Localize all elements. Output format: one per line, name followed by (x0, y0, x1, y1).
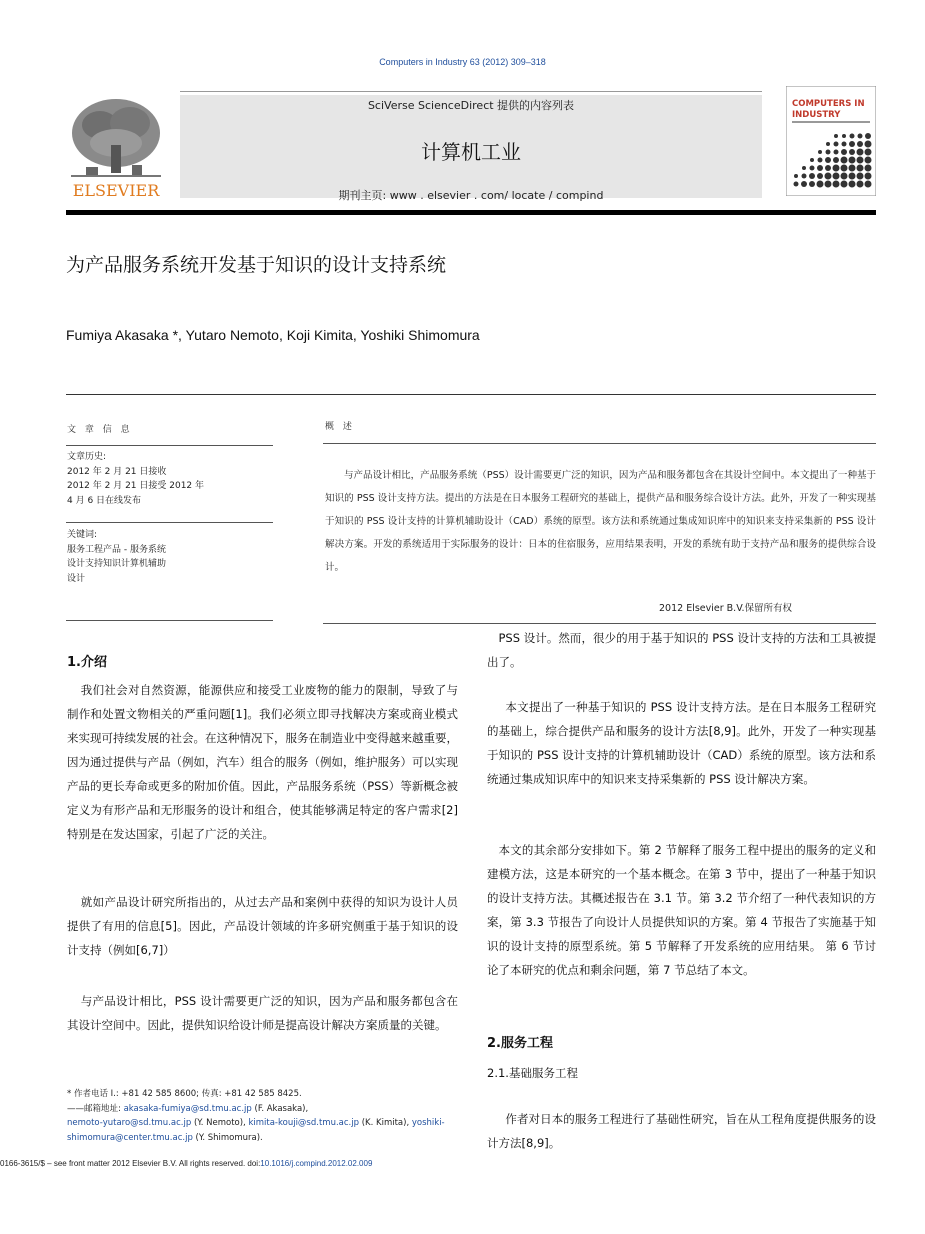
journal-homepage[interactable]: 期刊主页: www . elsevier . com/ locate / compind (338, 189, 604, 202)
header-top-rule (180, 91, 762, 92)
email-link[interactable]: yoshiki-shimomura@center.tmu.ac.jp (67, 1118, 445, 1143)
cover-title-line1: COMPUTERS IN (792, 99, 865, 109)
history-accepted: 2012 年 2 月 21 日接受 2012 年 (67, 481, 205, 491)
elsevier-logo (66, 95, 166, 200)
footnote-phone: * 作者电话 I.: +81 42 585 8600; 传真: +81 42 585 8425. (67, 1089, 302, 1099)
keyword-line: 设计支持知识计算机辅助 (67, 559, 167, 569)
elsevier-logo-text: ELSEVIER (72, 181, 160, 200)
intro-paragraph-2: 就如产品设计研究所指出的，从过去产品和案例中获得的知识为设计人员提供了有用的信息[5]。因此，产品设计领域的许多研究侧重于基于知识的设计支持（例如[6,7]） (67, 895, 458, 957)
history-received: 2012 年 2 月 21 日接收 (67, 466, 167, 477)
contents-line: SciVerse ScienceDirect 提供的内容列表 (367, 99, 575, 112)
intro-paragraph-1: 我们社会对自然资源，能源供应和接受工业废物的能力的限制，导致了与制作和处置文物相关的严重问题[1]。我们必须立即寻找解决方案或商业模式来实现可持续发展的社会。在这种情况下，服务在制造业中变得越来越重要，因为通过提供与产品（例如，汽车）组合的服务（例如，维护服务）可以实现产品的更长寿命或更多的附加价值。因此，产品服务系统（PSS）等新概念被定义为有形产品和无形服务的设计和组合，使其能够满足特定的客户需求[2] 特别是在发达国家，引起了广泛的关注。 (67, 683, 458, 841)
keyword-line: 服务工程产品 - 服务系统 (67, 544, 166, 555)
journal-cover-image (786, 86, 876, 196)
abstract-copyright: 2012 Elsevier B.V.保留所有权 (659, 603, 792, 614)
keyword-line: 设计 (67, 573, 86, 584)
keywords-label: 关键词: (67, 530, 98, 540)
info-rule-3 (66, 620, 273, 621)
journal-title: 计算机工业 (421, 140, 521, 164)
doi-link[interactable]: 10.1016/j.compind.2012.02.009 (260, 1159, 373, 1168)
email-owner: (F. Akasaka), (254, 1103, 309, 1114)
info-rule-2 (66, 522, 273, 523)
email-owner: (Y. Nemoto), (193, 1118, 246, 1128)
intro-paragraph-3: 与产品设计相比，PSS 设计需要更广泛的知识，因为产品和服务都包含在其设计空间中。因此，提供知识给设计师是提高设计解决方案质量的关键。 (67, 994, 458, 1032)
email-owner: (Y. Shimomura). (195, 1132, 263, 1143)
corresponding-author-footnote (67, 1087, 457, 1145)
title-bottom-rule (66, 394, 876, 395)
right-paragraph-2: 本文的其余部分安排如下。第 2 节解释了服务工程中提出的服务的定义和建模方法，这是本研究的一个基本概念。在第 3 节中，提出了一种基于知识的设计支持方法。其概述报告在 3.1 节。第 3.2 节介绍了一种代表知识的方案，第 3.3 节报告了向设计人员提供知识的方案。第 4 节报告了实施基于知识的设计支持的原型系统。第 5 节解释了开发系统的应用结果。 第 6 节讨论了本研究的优点和剩余问题，第 7 节总结了本文。 (487, 843, 876, 977)
footer-front-matter: 0166-3615/$ – see front matter 2012 Elsevier B.V. All rights reserved. doi: (0, 1159, 261, 1168)
page-footer (0, 1159, 372, 1168)
history-label: 文章历史: (67, 452, 107, 462)
abstract-text: 与产品设计相比，产品服务系统（PSS）设计需要更广泛的知识，因为产品和服务都包含在其设计空间中。本文提出了一种基于知识的 PSS 设计支持方法。提出的方法是在日本服务工程研究的基础上，提供产品和服务综合设计方法。此外，开发了一种实现基于知识的 PSS 设计支持的计算机辅助设计（CAD）系统的原型。该方法和系统通过集成知识库中的知识来支持采集新的 PSS 设计解决方案。开发的系统适用于实际服务的设计：日本的住宿服务，应用结果表明，开发的系统有助于支持产品和服务的提供综合设计。 (325, 470, 876, 573)
subsection-heading: 2.1.基础服务工程 (487, 1066, 578, 1080)
section-heading-service-engineering: 2.服务工程 (487, 1036, 553, 1051)
right-paragraph-3: 作者对日本的服务工程进行了基础性研究，旨在从工程角度提供服务的设计方法[8,9]。 (487, 1112, 876, 1150)
author-list: Fumiya Akasaka *, Yutaro Nemoto, Koji Kimita, Yoshiki Shimomura (66, 327, 480, 343)
abstract-bottom-rule (323, 623, 876, 624)
info-rule-1 (66, 445, 273, 446)
section-heading-introduction: 1.介绍 (67, 655, 107, 670)
footnote-emails (67, 1102, 457, 1146)
right-paragraph-1: 本文提出了一种基于知识的 PSS 设计支持方法。是在日本服务工程研究的基础上，综合提供产品和服务的设计方法[8,9]。此外，开发了一种实现基于知识的 PSS 设计支持的计算机辅助设计（CAD）系统的原型。该方法和系统通过集成知识库中的知识来支持采集新的 PSS 设计解决方案。 (487, 700, 876, 786)
email-link[interactable]: nemoto-yutaro@sd.tmu.ac.jp (67, 1118, 192, 1128)
paper-title: 为产品服务系统开发基于知识的设计支持系统 (66, 254, 447, 276)
history-online: 4 月 6 日在线发布 (67, 495, 142, 506)
article-history (67, 450, 277, 508)
abstract-label: 概 述 (325, 422, 355, 432)
keywords-block (67, 528, 277, 586)
abstract-top-rule (323, 443, 876, 444)
header-thick-rule (66, 210, 876, 215)
email-label: ——邮箱地址: (67, 1103, 121, 1114)
email-owner: (K. Kimita), (361, 1118, 410, 1128)
journal-reference[interactable]: Computers in Industry 63 (2012) 309–318 (379, 57, 546, 67)
email-link[interactable]: kimita-kouji@sd.tmu.ac.jp (248, 1118, 360, 1128)
right-paragraph-continued: PSS 设计。然而，很少的用于基于知识的 PSS 设计支持的方法和工具被提出了。 (487, 631, 876, 669)
article-info-label: 文 章 信 息 (67, 425, 133, 435)
email-link[interactable]: akasaka-fumiya@sd.tmu.ac.jp (123, 1103, 252, 1114)
cover-title-line2: INDUSTRY (792, 110, 841, 120)
